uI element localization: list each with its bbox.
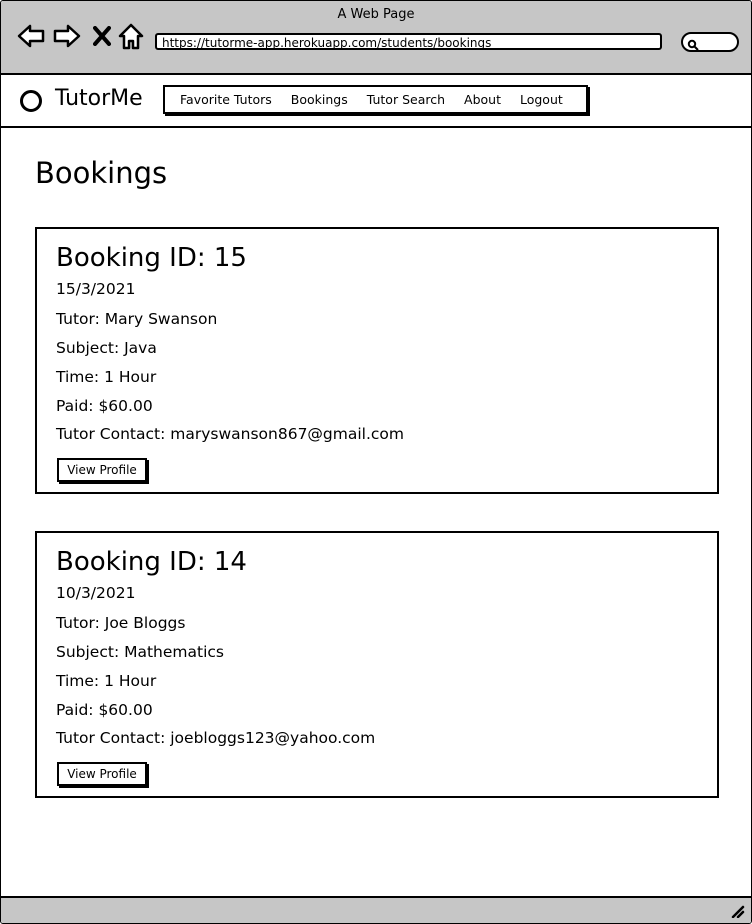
booking-tutor-contact: Tutor Contact: maryswanson867@gmail.com <box>56 425 405 443</box>
page-title: Bookings <box>35 156 168 190</box>
search-icon <box>687 36 699 55</box>
booking-title: Booking ID: 15 <box>56 243 247 273</box>
forward-arrow-icon[interactable] <box>53 23 81 53</box>
menu-item-favorite-tutors[interactable]: Favorite Tutors <box>180 92 272 107</box>
booking-paid: Paid: $60.00 <box>56 397 153 415</box>
app-navbar <box>1 75 751 128</box>
booking-time: Time: 1 Hour <box>56 368 157 386</box>
resize-grip-icon[interactable] <box>729 903 745 922</box>
booking-card <box>35 227 719 494</box>
booking-time: Time: 1 Hour <box>56 672 157 690</box>
menu-item-tutor-search[interactable]: Tutor Search <box>366 92 446 107</box>
view-profile-button[interactable]: View Profile <box>57 458 147 482</box>
view-profile-button[interactable]: View Profile <box>57 762 147 786</box>
booking-tutor: Tutor: Joe Bloggs <box>56 614 186 632</box>
stop-icon[interactable] <box>93 26 111 50</box>
browser-search-field[interactable] <box>681 32 739 52</box>
menu-item-about[interactable]: About <box>464 92 501 107</box>
booking-title: Booking ID: 14 <box>56 547 247 577</box>
app-logo-text[interactable]: TutorMe <box>55 86 143 111</box>
menu-item-bookings[interactable]: Bookings <box>290 92 348 107</box>
booking-subject: Subject: Mathematics <box>56 643 224 661</box>
window-title: A Web Page <box>337 7 415 22</box>
booking-subject: Subject: Java <box>56 339 157 357</box>
logo-circle-icon <box>20 90 42 112</box>
address-bar[interactable]: https://tutorme-app.herokuapp.com/students/bookings <box>155 33 662 50</box>
booking-tutor-contact: Tutor Contact: joebloggs123@yahoo.com <box>56 729 376 747</box>
booking-date: 15/3/2021 <box>56 280 136 298</box>
booking-tutor: Tutor: Mary Swanson <box>56 310 218 328</box>
status-bar <box>1 896 751 923</box>
booking-date: 10/3/2021 <box>56 584 136 602</box>
main-menu <box>163 85 588 114</box>
browser-chrome <box>1 1 751 75</box>
home-icon[interactable] <box>118 23 144 55</box>
booking-card <box>35 531 719 798</box>
menu-item-logout[interactable]: Logout <box>519 92 563 107</box>
booking-paid: Paid: $60.00 <box>56 701 153 719</box>
back-arrow-icon[interactable] <box>17 23 45 53</box>
